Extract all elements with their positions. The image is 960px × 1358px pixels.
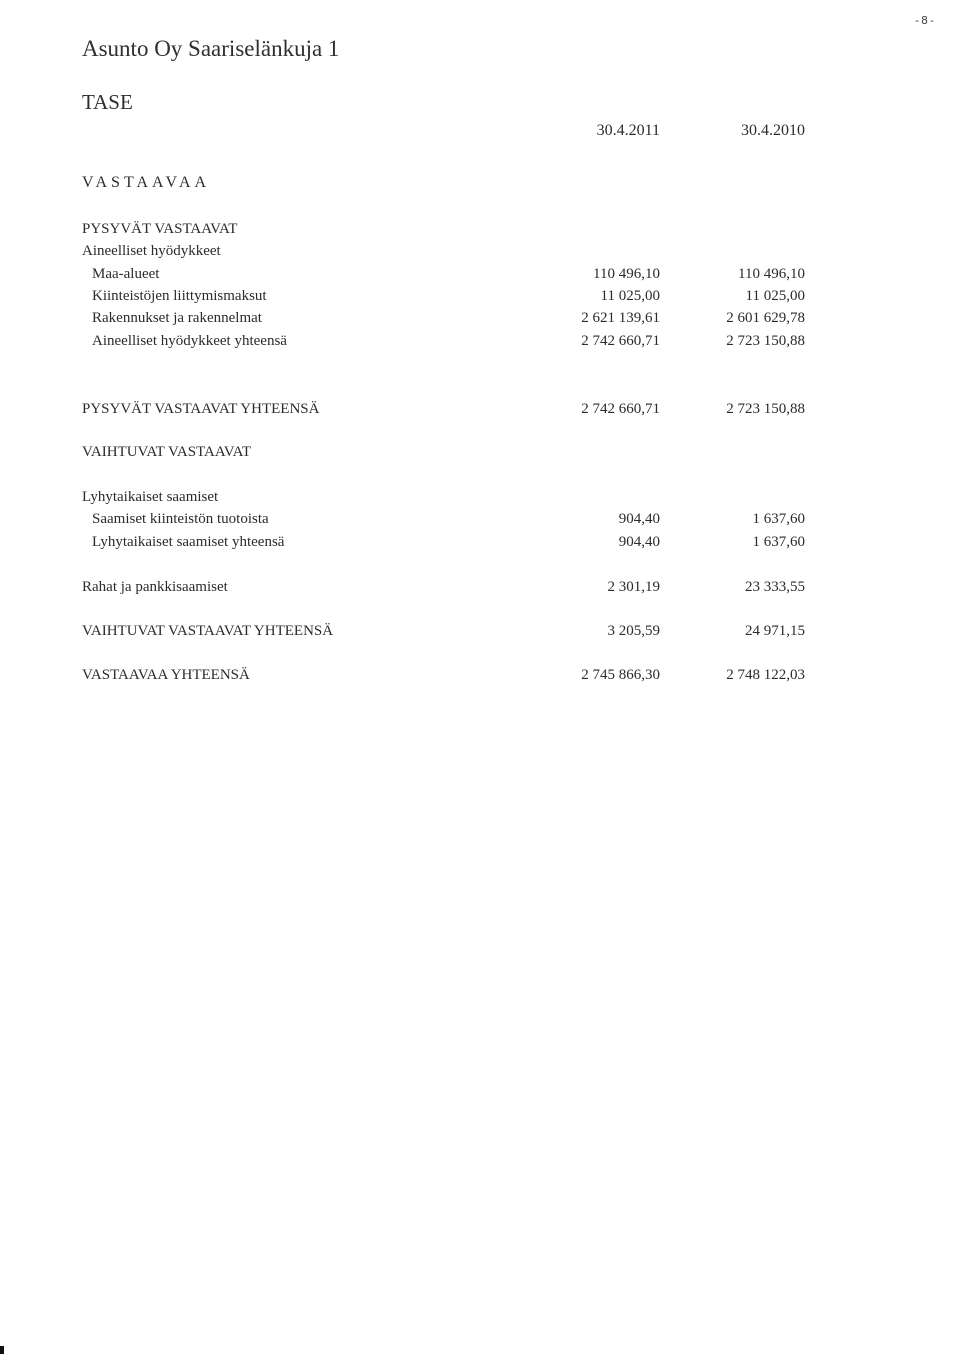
date-previous: 30.4.2010 — [741, 122, 805, 139]
tangible-assets-subheading-row — [0, 240, 960, 262]
table-row — [0, 531, 960, 553]
row-label: VASTAAVAA YHTEENSÄ — [82, 667, 250, 683]
short-term-receivables-subheading-row — [0, 486, 960, 508]
row-value-current: 2 621 139,61 — [581, 310, 660, 326]
row-label: Lyhytaikaiset saamiset yhteensä — [92, 534, 285, 550]
cash-row — [0, 576, 960, 598]
row-value-previous: 1 637,60 — [752, 511, 805, 527]
section-heading-row — [0, 172, 960, 194]
row-value-previous: 2 723 150,88 — [726, 333, 805, 349]
row-value-previous: 2 601 629,78 — [726, 310, 805, 326]
row-label: Rahat ja pankkisaamiset — [82, 579, 228, 595]
row-value-previous: 24 971,15 — [745, 623, 805, 639]
row-value-previous: 1 637,60 — [752, 534, 805, 550]
row-label: Rakennukset ja rakennelmat — [92, 310, 262, 326]
row-label: Kiinteistöjen liittymismaksut — [92, 288, 267, 304]
table-row — [0, 508, 960, 530]
row-value-previous: 2 748 122,03 — [726, 667, 805, 683]
fixed-assets-heading-row — [0, 218, 960, 240]
row-value-current: 2 742 660,71 — [581, 333, 660, 349]
row-value-current: 904,40 — [618, 534, 660, 550]
row-value-current: 2 742 660,71 — [581, 401, 660, 417]
current-assets-total-row — [0, 620, 960, 642]
table-row — [0, 263, 960, 285]
table-row — [0, 307, 960, 329]
current-assets-heading-row — [0, 441, 960, 463]
row-label: VAIHTUVAT VASTAAVAT YHTEENSÄ — [82, 623, 334, 639]
row-label: Aineelliset hyödykkeet yhteensä — [92, 333, 287, 349]
row-value-current: 2 745 866,30 — [581, 667, 660, 683]
short-term-receivables-subheading: Lyhytaikaiset saamiset — [82, 489, 219, 505]
row-value-previous: 2 723 150,88 — [726, 401, 805, 417]
row-value-previous: 110 496,10 — [738, 266, 805, 282]
tangible-assets-subheading: Aineelliset hyödykkeet — [82, 243, 221, 259]
row-value-current: 904,40 — [618, 511, 660, 527]
row-value-current: 11 025,00 — [600, 288, 660, 304]
fixed-assets-total-row — [0, 398, 960, 420]
row-value-current: 110 496,10 — [593, 266, 660, 282]
page-number: -8- — [915, 14, 936, 27]
fixed-assets-heading: PYSYVÄT VASTAAVAT — [82, 221, 238, 237]
document-title: TASE — [82, 90, 133, 114]
row-value-current: 3 205,59 — [607, 623, 660, 639]
table-row — [0, 285, 960, 307]
company-name: Asunto Oy Saariselänkuja 1 — [82, 36, 340, 61]
table-row — [0, 330, 960, 352]
date-header-row — [0, 120, 960, 142]
section-assets-heading: VASTAAVAA — [82, 174, 211, 191]
row-value-previous: 23 333,55 — [745, 579, 805, 595]
current-assets-heading: VAIHTUVAT VASTAAVAT — [82, 444, 251, 460]
row-value-previous: 11 025,00 — [745, 288, 805, 304]
row-label: PYSYVÄT VASTAAVAT YHTEENSÄ — [82, 401, 320, 417]
row-label: Saamiset kiinteistön tuotoista — [92, 511, 269, 527]
scan-mark — [0, 1346, 4, 1354]
row-label: Maa-alueet — [92, 266, 160, 282]
grand-total-row — [0, 664, 960, 686]
date-current: 30.4.2011 — [596, 122, 660, 139]
row-value-current: 2 301,19 — [607, 579, 660, 595]
